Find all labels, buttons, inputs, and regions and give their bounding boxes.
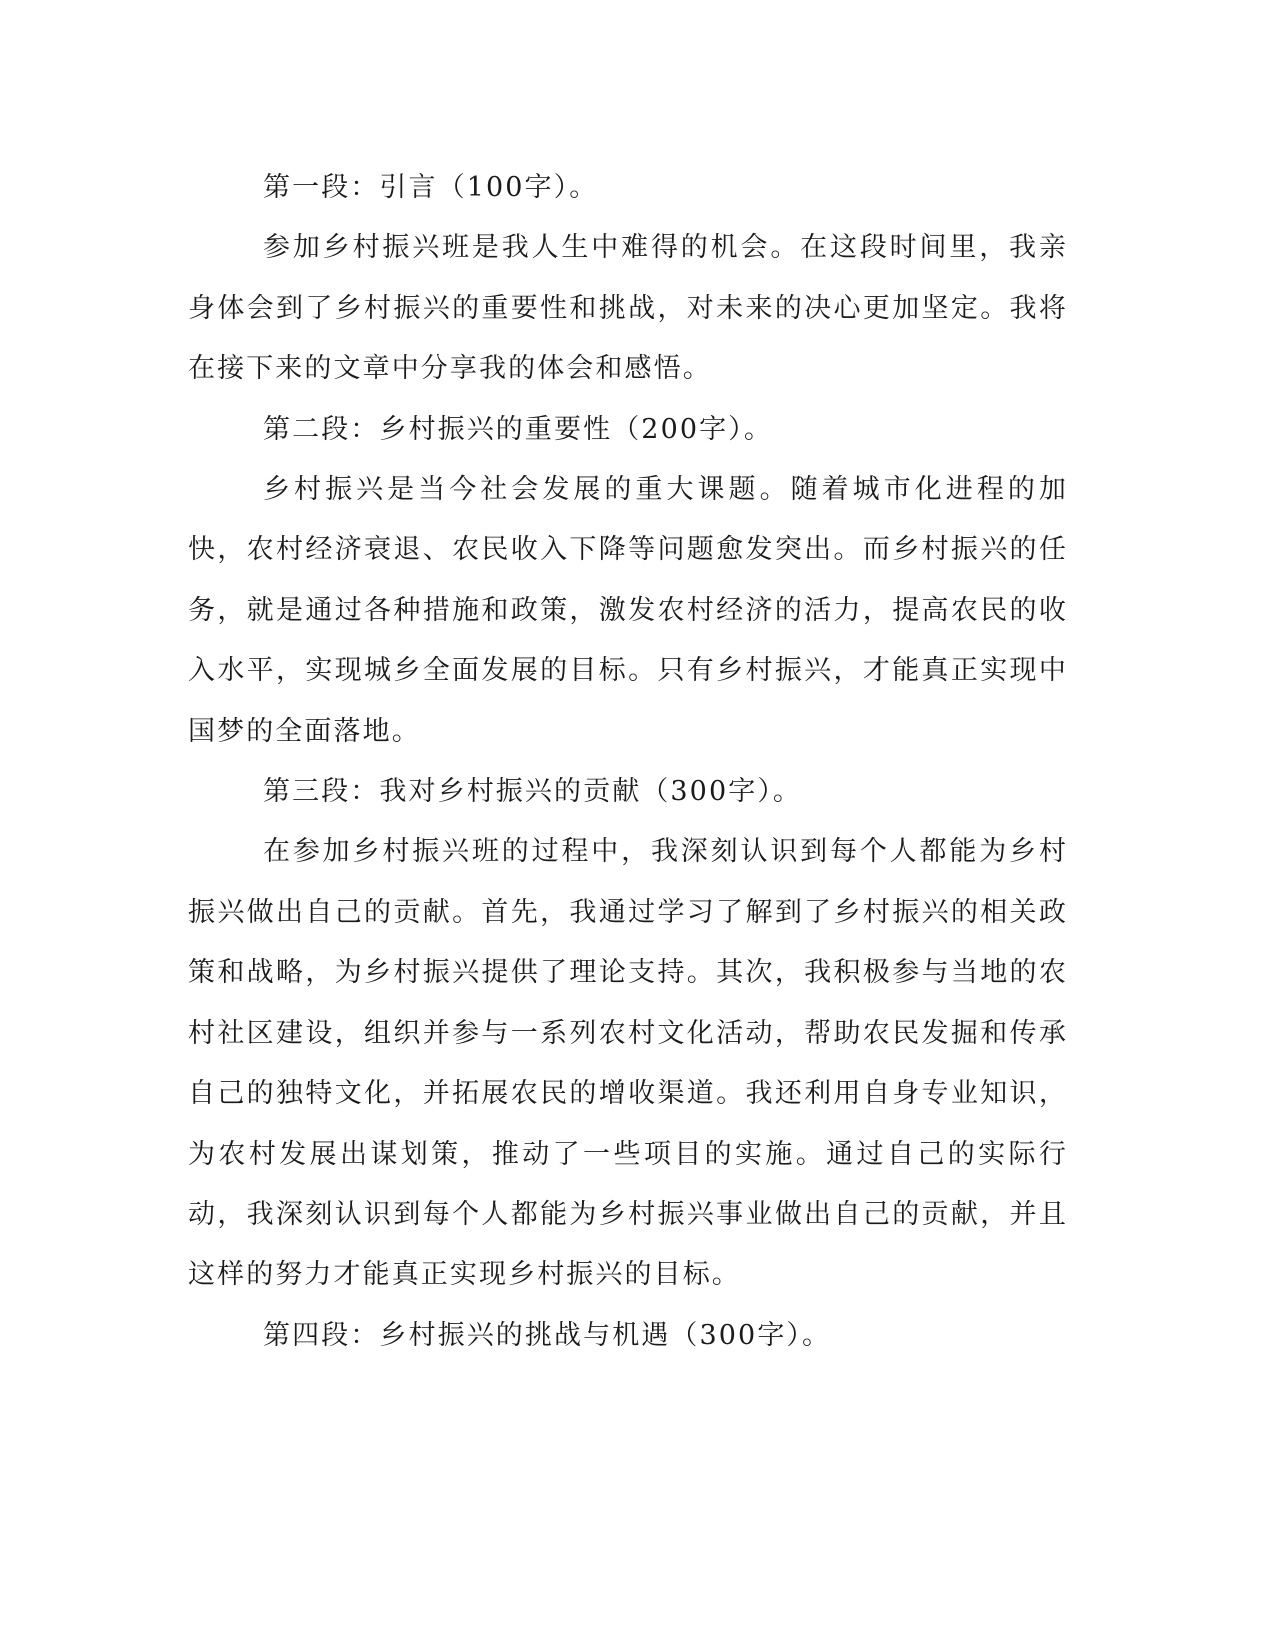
body-paragraph-1: 参加乡村振兴班是我人生中难得的机会。在这段时间里，我亲身体会到了乡村振兴的重要性和挑战，对未来的决心更加坚定。我将在接下来的文章中分享我的体会和感悟。	[188, 232, 1068, 385]
body-paragraph-2: 乡村振兴是当今社会发展的重大课题。随着城市化进程的加快，农村经济衰退、农民收入下降等问题愈发突出。而乡村振兴的任务，就是通过各种措施和政策，激发农村经济的活力，提高农民的收入水平，实现城乡全面发展的目标。只有乡村振兴，才能真正实现中国梦的全面落地。	[188, 474, 1068, 747]
section-heading-4: 第四段：乡村振兴的挑战与机遇（300字）。	[263, 1319, 832, 1351]
section-heading-2: 第二段：乡村振兴的重要性（200字）。	[263, 413, 773, 445]
section-heading-1: 第一段：引言（100字）。	[263, 172, 599, 203]
section-heading-3: 第三段：我对乡村振兴的贡献（300字）。	[263, 776, 803, 808]
document-body	[188, 158, 1068, 1366]
body-paragraph-3: 在参加乡村振兴班的过程中，我深刻认识到每个人都能为乡村振兴做出自己的贡献。首先，我通过学习了解到了乡村振兴的相关政策和战略，为乡村振兴提供了理论支持。其次，我积极参与当地的农村社区建设，组织并参与一系列农村文化活动，帮助农民发掘和传承自己的独特文化，并拓展农民的增收渠道。我还利用自身专业知识，为农村发展出谋划策，推动了一些项目的实施。通过自己的实际行动，我深刻认识到每个人都能为乡村振兴事业做出自己的贡献，并且这样的努力才能真正实现乡村振兴的目标。	[188, 836, 1068, 1291]
